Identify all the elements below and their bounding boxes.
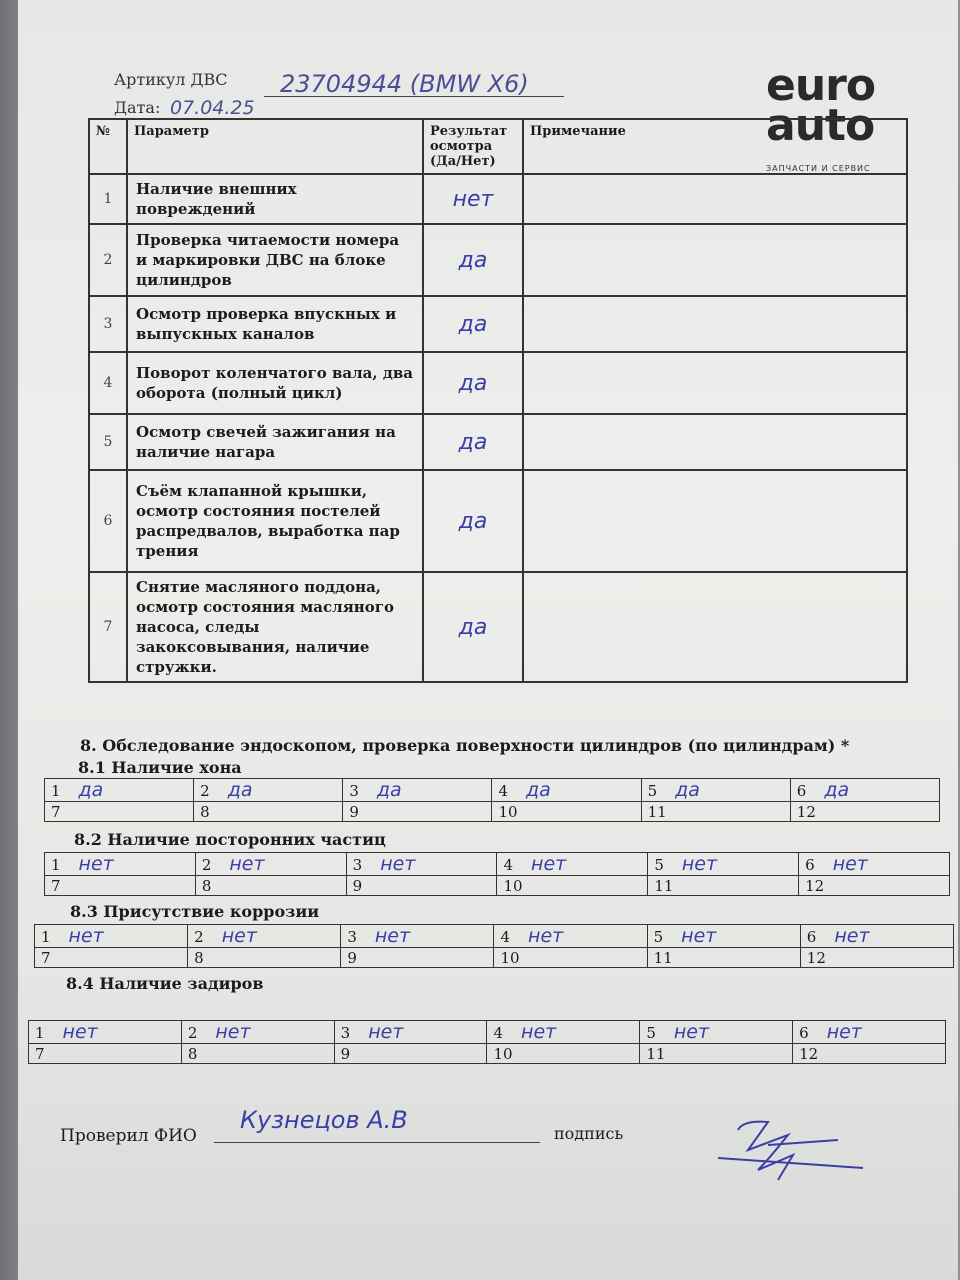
row-note bbox=[523, 414, 907, 470]
row-param: Осмотр проверка впускных и выпускных каналов bbox=[127, 296, 423, 352]
cyl-cell: 11 bbox=[640, 1044, 793, 1064]
cyl-table-84 bbox=[28, 1020, 946, 1064]
cyl-cell: 6 нет bbox=[799, 853, 950, 876]
logo-tagline: ЗАПЧАСТИ И СЕРВИС bbox=[766, 164, 871, 173]
cyl-row bbox=[35, 948, 954, 968]
cyl-cell: 1 нет bbox=[35, 925, 188, 948]
cyl-cell: 3 нет bbox=[346, 853, 497, 876]
col-result-header: Результат осмотра (Да/Нет) bbox=[423, 119, 523, 174]
cyl-cell: 6 нет bbox=[800, 925, 953, 948]
cyl-row bbox=[29, 1044, 946, 1064]
row-num: 3 bbox=[89, 296, 127, 352]
checked-by-label: Проверил ФИО bbox=[60, 1126, 197, 1146]
cyl-cell: 9 bbox=[341, 948, 494, 968]
cyl-cell: 11 bbox=[641, 802, 790, 822]
cyl-cell: 9 bbox=[346, 876, 497, 896]
cyl-cell: 4 нет bbox=[487, 1021, 640, 1044]
cyl-cell: 10 bbox=[492, 802, 641, 822]
checked-by-underline bbox=[214, 1142, 540, 1143]
article-value: 23704944 (BMW X6) bbox=[280, 70, 529, 98]
cyl-cell: 2 да bbox=[194, 779, 343, 802]
cyl-row bbox=[35, 925, 954, 948]
cyl-cell: 4 нет bbox=[497, 853, 648, 876]
cyl-cell: 7 bbox=[35, 948, 188, 968]
cyl-cell: 11 bbox=[647, 948, 800, 968]
row-param: Проверка читаемости номера и маркировки ДВС на блоке цилиндров bbox=[127, 224, 423, 296]
inspection-sheet bbox=[18, 0, 958, 1280]
cyl-cell: 4 да bbox=[492, 779, 641, 802]
logo-line2: auto bbox=[766, 100, 875, 151]
cyl-cell: 7 bbox=[45, 876, 196, 896]
cyl-cell: 1 нет bbox=[45, 853, 196, 876]
cyl-cell: 9 bbox=[334, 1044, 487, 1064]
cyl-cell: 8 bbox=[188, 948, 341, 968]
signature-label: подпись bbox=[554, 1124, 624, 1143]
row-num: 4 bbox=[89, 352, 127, 414]
row-result: да bbox=[423, 352, 523, 414]
cyl-cell: 12 bbox=[793, 1044, 946, 1064]
cyl-cell: 12 bbox=[799, 876, 950, 896]
row-result: да bbox=[423, 572, 523, 682]
table-row bbox=[89, 572, 907, 682]
row-note bbox=[523, 572, 907, 682]
row-num: 1 bbox=[89, 174, 127, 224]
cyl-cell: 2 нет bbox=[195, 853, 346, 876]
cyl-cell: 8 bbox=[195, 876, 346, 896]
table-row bbox=[89, 296, 907, 352]
cyl-row bbox=[45, 802, 940, 822]
row-param: Съём клапанной крышки, осмотр состояния постелей распредвалов, выработка пар трения bbox=[127, 470, 423, 572]
cyl-cell: 6 нет bbox=[793, 1021, 946, 1044]
col-num-header: № bbox=[89, 119, 127, 174]
cyl-cell: 1 нет bbox=[29, 1021, 182, 1044]
row-result: да bbox=[423, 470, 523, 572]
cyl-cell: 12 bbox=[800, 948, 953, 968]
cyl-cell: 7 bbox=[45, 802, 194, 822]
cyl-row bbox=[45, 876, 950, 896]
row-result: да bbox=[423, 414, 523, 470]
cyl-cell: 2 нет bbox=[188, 925, 341, 948]
row-param: Осмотр свечей зажигания на наличие нагара bbox=[127, 414, 423, 470]
article-label: Артикул ДВС bbox=[114, 70, 228, 89]
cyl-cell: 3 да bbox=[343, 779, 492, 802]
cyl-cell: 5 нет bbox=[647, 925, 800, 948]
cyl-cell: 8 bbox=[194, 802, 343, 822]
cyl-cell: 10 bbox=[497, 876, 648, 896]
section8-title: 8. Обследование эндоскопом, проверка поверхности цилиндров (по цилиндрам) * bbox=[80, 736, 850, 755]
row-result: да bbox=[423, 224, 523, 296]
cyl-row bbox=[29, 1021, 946, 1044]
cyl-table-82 bbox=[44, 852, 950, 896]
cyl-cell: 10 bbox=[494, 948, 647, 968]
signature-stroke bbox=[718, 1122, 863, 1180]
row-param: Снятие масляного поддона, осмотр состояния масляного насоса, следы закоксовывания, наличие стружки. bbox=[127, 572, 423, 682]
row-note bbox=[523, 470, 907, 572]
cyl-table-83 bbox=[34, 924, 954, 968]
row-result: да bbox=[423, 296, 523, 352]
table-header-row bbox=[89, 119, 907, 174]
table-row bbox=[89, 414, 907, 470]
cyl-cell: 5 нет bbox=[640, 1021, 793, 1044]
cyl-row bbox=[45, 853, 950, 876]
cyl-row bbox=[45, 779, 940, 802]
cyl-cell: 4 нет bbox=[494, 925, 647, 948]
sub83-title: 8.3 Присутствие коррозии bbox=[70, 902, 320, 921]
row-num: 7 bbox=[89, 572, 127, 682]
row-num: 2 bbox=[89, 224, 127, 296]
row-param: Наличие внешних повреждений bbox=[127, 174, 423, 224]
logo-line1: euro bbox=[766, 60, 876, 111]
cyl-cell: 1 да bbox=[45, 779, 194, 802]
cyl-cell: 2 нет bbox=[181, 1021, 334, 1044]
row-note bbox=[523, 352, 907, 414]
table-row bbox=[89, 352, 907, 414]
cyl-table-81 bbox=[44, 778, 940, 822]
checked-by-value: Кузнецов А.В bbox=[240, 1106, 408, 1134]
cyl-cell: 3 нет bbox=[334, 1021, 487, 1044]
row-note bbox=[523, 174, 907, 224]
sub81-title: 8.1 Наличие хона bbox=[78, 758, 242, 777]
row-num: 6 bbox=[89, 470, 127, 572]
date-value: 07.04.25 bbox=[170, 97, 255, 119]
cyl-cell: 5 да bbox=[641, 779, 790, 802]
row-param: Поворот коленчатого вала, два оборота (полный цикл) bbox=[127, 352, 423, 414]
cyl-cell: 7 bbox=[29, 1044, 182, 1064]
sub82-title: 8.2 Наличие посторонних частиц bbox=[74, 830, 386, 849]
table-row bbox=[89, 224, 907, 296]
cyl-cell: 9 bbox=[343, 802, 492, 822]
row-result: нет bbox=[423, 174, 523, 224]
date-label: Дата: bbox=[114, 98, 161, 117]
col-note-header: Примечание bbox=[523, 119, 907, 174]
sub84-title: 8.4 Наличие задиров bbox=[66, 974, 264, 993]
cyl-cell: 5 нет bbox=[648, 853, 799, 876]
table-row bbox=[89, 470, 907, 572]
inspection-table bbox=[88, 118, 908, 683]
col-param-header: Параметр bbox=[127, 119, 423, 174]
cyl-cell: 11 bbox=[648, 876, 799, 896]
row-note bbox=[523, 224, 907, 296]
row-note bbox=[523, 296, 907, 352]
table-row bbox=[89, 174, 907, 224]
cyl-cell: 8 bbox=[181, 1044, 334, 1064]
cyl-cell: 3 нет bbox=[341, 925, 494, 948]
cyl-cell: 10 bbox=[487, 1044, 640, 1064]
cyl-cell: 6 да bbox=[790, 779, 939, 802]
row-num: 5 bbox=[89, 414, 127, 470]
signature-scribble bbox=[698, 1110, 868, 1190]
cyl-cell: 12 bbox=[790, 802, 939, 822]
